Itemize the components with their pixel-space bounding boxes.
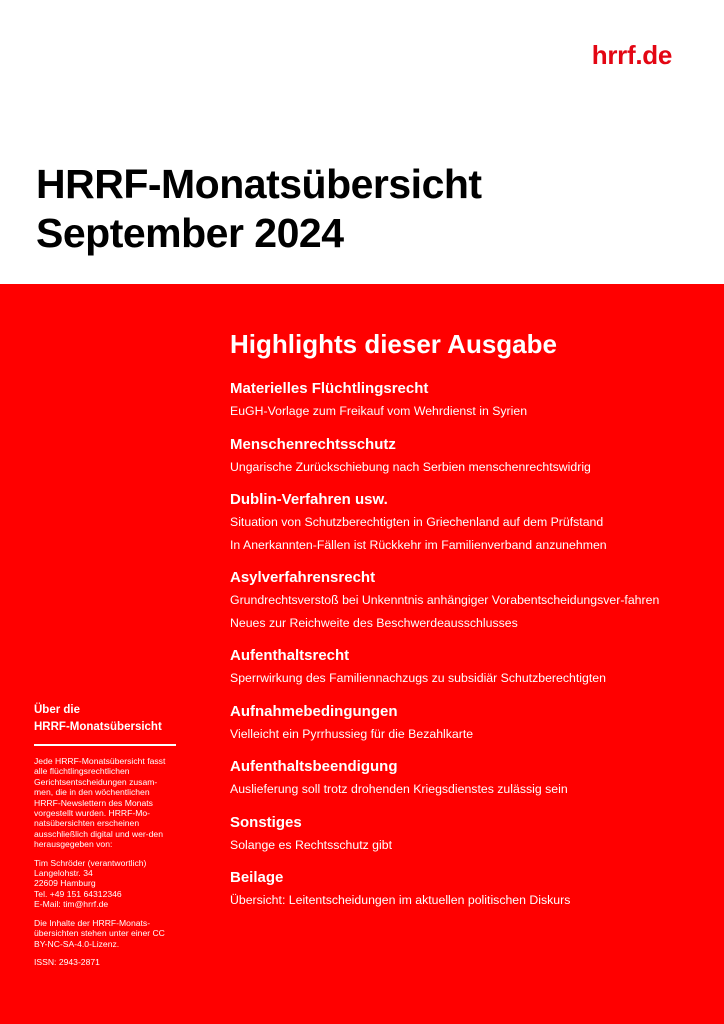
about-heading-line-1: Über die bbox=[34, 704, 81, 716]
section-item: Neues zur Reichweite des Beschwerdeausschlusses bbox=[230, 615, 518, 630]
highlight-section bbox=[230, 380, 680, 419]
highlight-section bbox=[230, 869, 680, 908]
highlight-section bbox=[230, 569, 680, 630]
section-item: In Anerkannten-Fällen ist Rückkehr im Familienverband anzunehmen bbox=[230, 537, 607, 552]
content-panel bbox=[0, 284, 724, 1024]
header-area bbox=[0, 0, 724, 284]
section-item: Vielleicht ein Pyrrhussieg für die Bezahlkarte bbox=[230, 726, 474, 741]
section-item: Sperrwirkung des Familiennachzugs zu subsidiär Schutzberechtigten bbox=[230, 671, 606, 685]
section-title: Aufenthaltsbeendigung bbox=[230, 758, 398, 775]
section-item: Grundrechtsverstoß bei Unkenntnis anhängiger Vorabentscheidungsver-fahren bbox=[230, 593, 660, 607]
highlights-heading: Highlights dieser Ausgabe bbox=[230, 329, 557, 359]
highlight-section bbox=[230, 758, 680, 797]
highlight-section bbox=[230, 491, 680, 552]
about-issn: ISSN: 2943-2871 bbox=[34, 956, 100, 967]
title-line-2: September 2024 bbox=[36, 210, 344, 256]
highlights-list bbox=[230, 380, 680, 908]
section-title: Asylverfahrensrecht bbox=[230, 569, 376, 586]
about-description: Jede HRRF-Monatsübersicht fasst alle flüchtlingsrechtlichen Gerichtsentscheidungen zusam-men, die in den wöchentlichen HRRF-Newslettern des Monats vorgestellt wurden. HRRF-Mo-natsübersichten erscheinen ausschließlich digital und wer-den herausgegeben von: bbox=[34, 756, 166, 850]
about-heading bbox=[34, 702, 176, 736]
highlight-section bbox=[230, 814, 680, 853]
section-item: EuGH-Vorlage zum Freikauf vom Wehrdienst in Syrien bbox=[230, 404, 528, 418]
highlights-column bbox=[230, 328, 680, 925]
section-title: Beilage bbox=[230, 869, 284, 886]
highlight-section bbox=[230, 647, 680, 686]
document-title bbox=[36, 160, 482, 258]
about-divider bbox=[34, 744, 176, 746]
section-title: Dublin-Verfahren usw. bbox=[230, 491, 388, 508]
section-item: Übersicht: Leitentscheidungen im aktuellen politischen Diskurs bbox=[230, 893, 571, 907]
about-license: Die Inhalte der HRRF-Monats-übersichten stehen unter einer CC BY-NC-SA-4.0-Lizenz. bbox=[34, 917, 165, 949]
section-item: Auslieferung soll trotz drohenden Kriegsdienstes zulässig sein bbox=[230, 782, 568, 796]
highlight-section bbox=[230, 436, 680, 475]
brand-logo[interactable]: hrrf.de bbox=[591, 40, 672, 70]
section-title: Menschenrechtsschutz bbox=[230, 435, 396, 453]
section-title: Aufnahmebedingungen bbox=[230, 702, 398, 720]
section-item: Ungarische Zurückschiebung nach Serbien menschenrechtswidrig bbox=[230, 459, 591, 474]
about-heading-line-2: HRRF-Monatsübersicht bbox=[34, 721, 162, 733]
title-line-1: HRRF-Monatsübersicht bbox=[36, 161, 482, 207]
section-title: Sonstiges bbox=[230, 813, 302, 831]
section-title: Aufenthaltsrecht bbox=[230, 647, 350, 664]
highlight-section bbox=[230, 703, 680, 742]
about-sidebar bbox=[34, 702, 176, 975]
about-contact: Tim Schröder (verantwortlich) Langelohstr. 34 22609 Hamburg Tel. +49 151 64312346 E-Mail: tim@hrrf.de bbox=[34, 857, 147, 910]
section-title: Materielles Flüchtlingsrecht bbox=[230, 380, 429, 397]
section-item: Solange es Rechtsschutz gibt bbox=[230, 837, 393, 852]
section-item: Situation von Schutzberechtigten in Griechenland auf dem Prüfstand bbox=[230, 515, 604, 529]
